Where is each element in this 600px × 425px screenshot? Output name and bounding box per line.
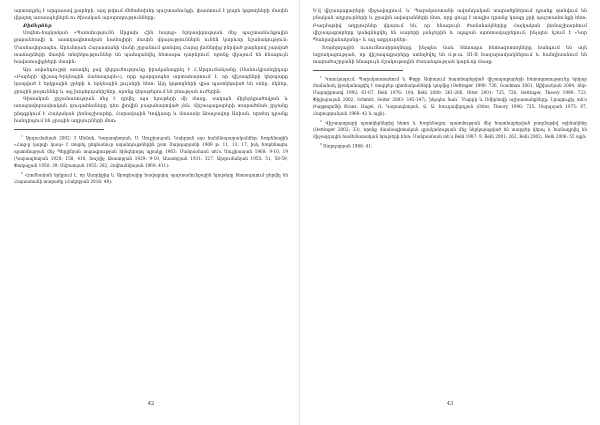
right-paragraph-1: Ե՛վ վիշապաքարերի միջավայրում, և՛ Պարսկաստանի ավանդական տարածքներում դրանք գտնվում են բնական աղբյուրների և ջրային ավազանների մոտ, որը ցույց է տալիս դրանց կապը ջրի պաշտամունքի հետ։ Բազմաթիվ աղբյուրներ վկայում են, որ հնագույն ժամանակներից Հայկական լեռնաշխարհում վիշապաքարերը կանգնեցվել են սարերի լանջերին և ալպյան արոտավայրերում, ինչպես նշում է «Նոր Պահլավանականը» և այլ աղբյուրներ: [313, 9, 587, 44]
right-footnotes [313, 74, 587, 151]
right-page [313, 8, 587, 410]
left-section-heading: Քիմերներ [23, 22, 52, 29]
footnote-text: Վիշապաքարի պատկերներից հետո և Խորենացու պատմության մեջ հայտնաբերված բազմաթիվ օրինակներ (Oettinger 2002: 33), որոնք մասնագիտական գրականության մեջ ներկայացված են տարբեր կերպ և համադրվել են միջազգային համեմատական նյութերի հետ։ Մանրամասն տե՛ս Belli 1987: 9, Belli 2001: 262, Belli 2002:, Belli 2006: 55 այլն: [313, 120, 587, 140]
right-footnote-3 [313, 141, 587, 150]
footnote-mark: 3 [320, 142, 322, 147]
left-paragraph-4: Գիտական շրջանառության մեջ է դրվել այս նյութերի մի մասը, սակայն միջերկրածովյան և առաջավորասիական զուգահեռները դեռ լիովին բացահայտված չեն։ Վիշապաքարերի տարածման շրջանը ընդգրկում է Հայկական լեռնաշխարհը, Հարավային Կովկասը և մասամբ Առաջավոր Ասիան, որտեղ դրանք հանդիպում են ջրային աղբյուրների մոտ: [14, 97, 288, 125]
left-footnote-rule [14, 129, 104, 130]
footnote-text: Կաուկազում, Պարսկաստանում և Փոքր Ասիայում հայտնաբերված վիշապաքարերի հետազոտությունը երկար ժամանակ իրականացվել է տարբեր գիտնականների կողմից (Oettinger 1990: 726, Goodman 2001, Ալիխանյան 2004, Տեր-Մարտիրոսով 1992: 61-67, Belli 1976: 104, Belli 2000: 261-266, Otter 2001: 725, 726; Oettinger, Theory 1990: 723, Փիլիպոսյան 2002; Schmitt, Seiter 2003: 145-147), ինչպես նաև՝ Մարրի և Սմիրնովի աշխատանքները։ Լրացուցիչ տե՛ս Բարթոլոմեի Kranz, Hagel, Ռ. Կարապետյան, Վ․ Ա․ Խուդավերդյան (Otter, Theory 1990: 725; Սարգսյան 1975: 67, Հարությունյան 1969: 42 և այլն): [313, 76, 587, 116]
left-footnote-2 [14, 170, 288, 186]
footnote-text: Սարդարյան 1966: 41: [323, 143, 373, 149]
page-gutter [299, 0, 300, 425]
footnote-mark: 2 [21, 170, 23, 175]
right-footnote-2 [313, 118, 587, 141]
footnote-mark: 2 [320, 118, 322, 123]
left-paragraph-2: Սովետ-հայկական «Պատմությունն Արցախ Հին հայոց» երկասիրության մեջ պաշտամունքային քարանձավի և աստղագիտական համալիրի մասին վկայություններն ունեն կարևոր նշանակություն։ Մասնավորապես, Արևմտյան Հայաստանի Վանի շրջանում գտնվող Հայոց լեռներից բերված քարերով շարված տաճարների մասին տեղեկություններ են պահպանվել հետագա դարերում, որոնք վկայում են հնագույն հավատալիքների մասին: [14, 31, 288, 66]
footnote-text: Հռոմեական երկրում է, որ Ասորիքից և Արաբիայից հավաքվող պաշտամունքային նյութերը հետագայում բերվել են Հայաստանի տարածք (Հակոբյան 2016: 48): [14, 172, 288, 184]
footnote-mark: 1 [21, 133, 23, 138]
left-page [14, 8, 288, 410]
footnote-mark: 1 [320, 74, 322, 79]
right-page-body [313, 8, 587, 67]
left-paragraph-1: արտադրել է արգասավ քարերի, այդ թվում մեծահոխեր պաշտամունքի, փաստում է քարե կոթողների մասին վկայող առասպելներն ու ծիսական արարողությունները: [14, 9, 288, 22]
left-footnote-1 [14, 133, 288, 170]
right-paragraph-2: Խորհրդային ուսումնասիրողները, ինչպես նաև հետագա հետազոտողները հանգում են այն եզրակացության, որ վիշապաքարերը ստեղծվել են մ.թ.ա. III-II հազարամյակներում և հանդիսանում են տարածաշրջանի հնագույն մշակութային ժառանգության կարևոր մասը: [313, 45, 587, 66]
footnote-text: Արզումանյան 2002: 3 Անմահ․ Կարապետյան, Ս․ Սուքիասյան, Նաիրյան այս հանձնարարականներ: Խորենացին «Հաց-ը կարգի կապ» է տարել ընդհանուր ավանդույթներին ըստ Սարդարյանի 1909 թ. 11, 13, 17, իսկ Խորենացու պատմության մեջ Պերլինյան տպագրության հինգերորդ պրակը 1963: Մանրամասն տե՛ս Սուքիասյան 1968: 9-10, 19 (Կարապետյան 1928: 158, 418, հաշվիչ Ասատրյան 1929: 9-10, Ասատրյան 1931: 327, Արզումանյան 1955: 51, 58-59, Փաղալյան 1950: 39, Սմբատյան 1955: 282, Հովհաննիսյան 1969: 411): [14, 134, 288, 168]
right-footnote-1 [313, 74, 587, 118]
right-page-number: 43 [446, 401, 454, 407]
left-footnotes [14, 133, 288, 186]
left-page-number: 42 [147, 401, 155, 407]
left-paragraph-3: Այս ավանդույթի առավել լավ վերլուծությունը իրականացրել է Հ.Արզումանյանը (Սանուկիանդիդար «Բարերի վիշապ-Երկնային ճանապարհ»), որը պարզապես արտահայտում է, որ վիշապների կերպարը կապված է երկրային ջրերի և երկնային լույսերի հետ: Այդ կոթողների վրա պատկերված են օձեր, ձկներ, ջրային թռչուններ և այլ խորհրդանիշներ, որոնք վերաբերում են բնության ուժերին: [14, 67, 288, 95]
right-footnote-rule [313, 70, 403, 71]
left-page-body [14, 8, 288, 126]
